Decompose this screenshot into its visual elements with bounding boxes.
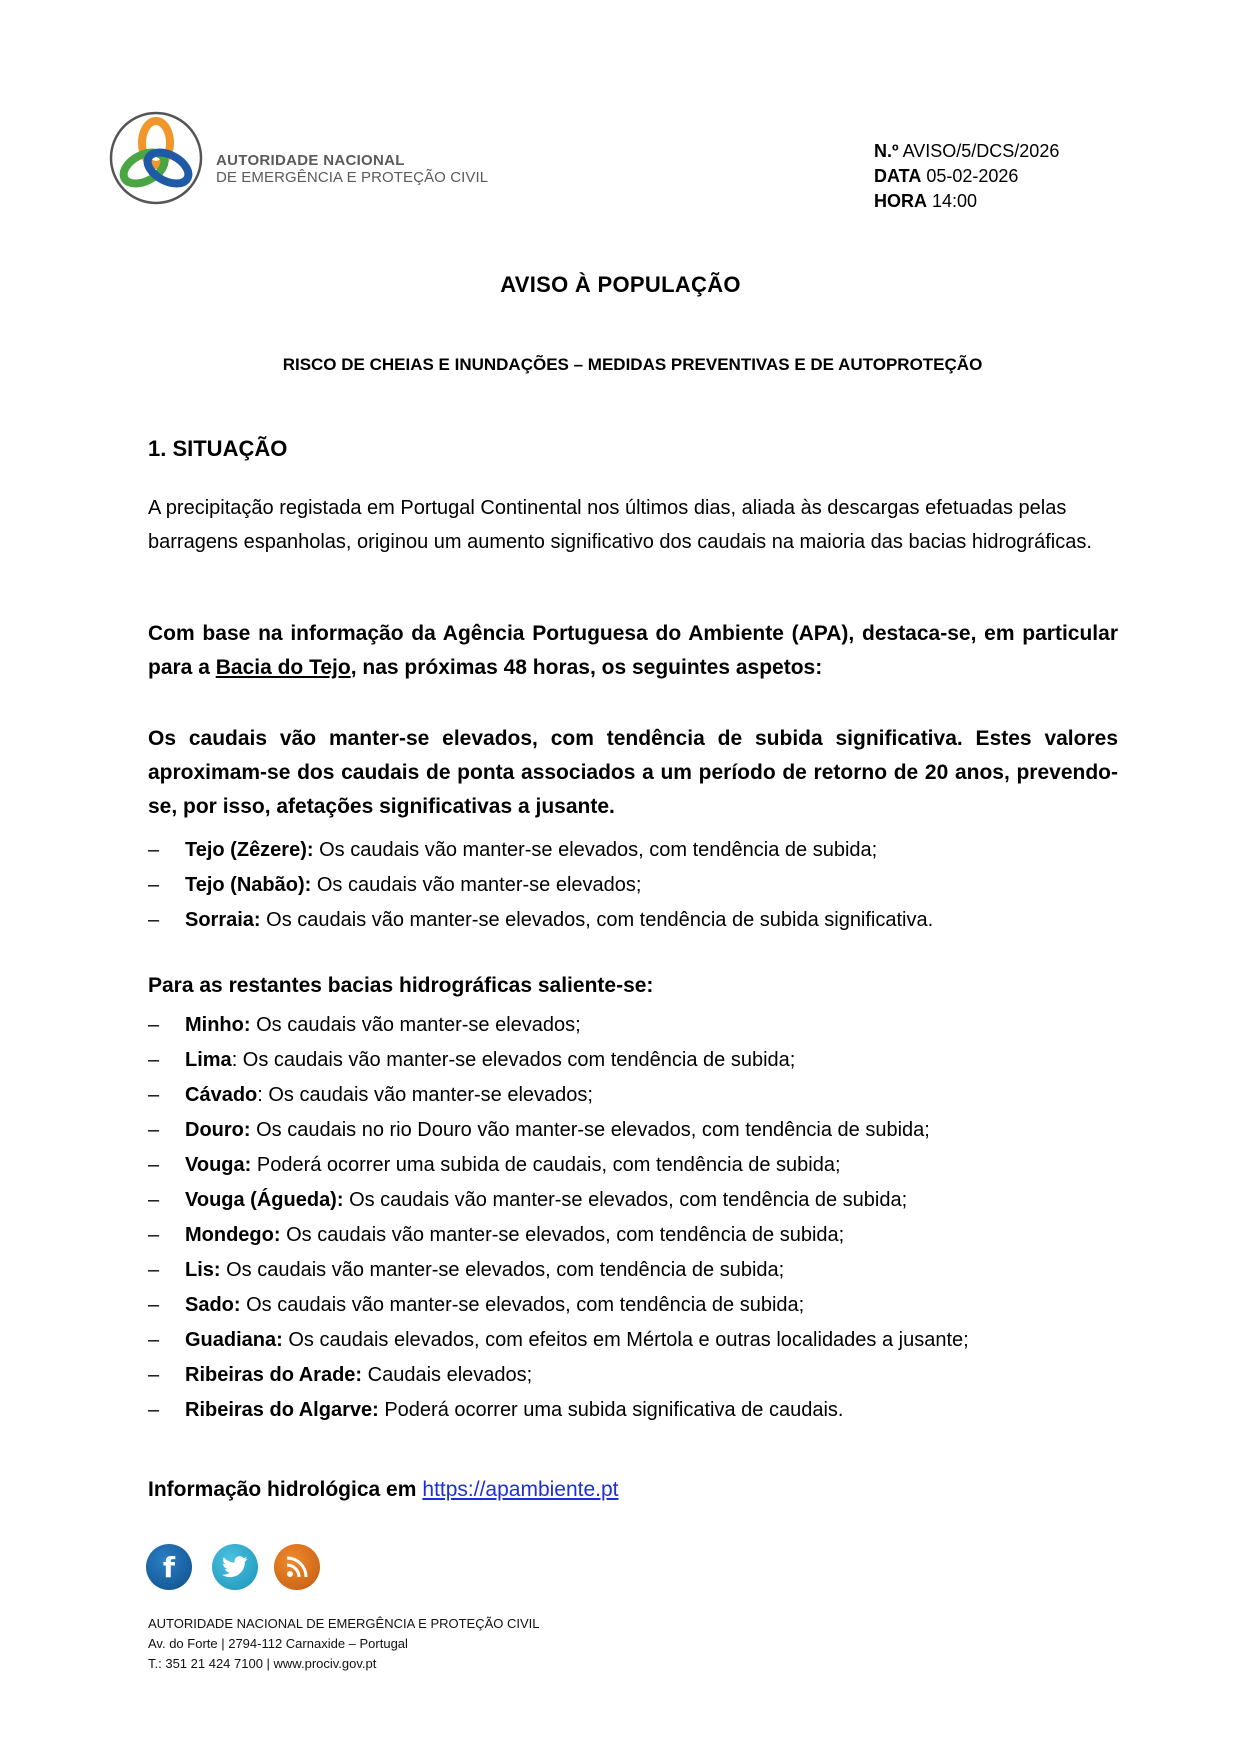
notice-time-label: HORA: [874, 191, 927, 211]
dash-bullet: –: [148, 1294, 160, 1316]
list-item: [148, 1008, 1128, 1043]
dash-bullet: –: [148, 874, 160, 896]
facebook-icon[interactable]: [146, 1544, 192, 1590]
org-name: [216, 152, 488, 186]
dash-bullet: –: [148, 1049, 160, 1071]
list-item: [148, 1113, 1128, 1148]
notice-number: [874, 139, 1059, 164]
basin-status: Os caudais vão manter-se elevados, com tendência de subida;: [280, 1224, 845, 1246]
dash-bullet: –: [148, 1119, 160, 1141]
dash-bullet: –: [148, 1084, 160, 1106]
basin-name: Douro:: [185, 1119, 251, 1141]
notice-meta: [874, 139, 1059, 214]
list-item: [148, 1078, 1128, 1113]
bacia-do-tejo-underlined: Bacia do Tejo: [215, 656, 351, 679]
list-item: [148, 1393, 1128, 1428]
notice-date-label: DATA: [874, 166, 922, 186]
basin-status: Os caudais vão manter-se elevados;: [250, 1014, 581, 1036]
basin-status: Os caudais elevados, com efeitos em Mértola e outras localidades a jusante;: [282, 1329, 969, 1351]
basin-name: Mondego:: [185, 1224, 281, 1246]
dash-bullet: –: [148, 1154, 160, 1176]
tejo-summary-paragraph: Os caudais vão manter-se elevados, com tendência de subida significativa. Estes valores aproximam-se dos caudais de ponta associados a um período de retorno de 20 anos, prevendo-se, por isso, afetações significativas a jusante.: [148, 727, 1118, 818]
tejo-basin-list: [148, 833, 1128, 938]
twitter-bird-icon: [222, 1556, 248, 1578]
list-item: [148, 1288, 1128, 1323]
basin-name: Ribeiras do Arade:: [185, 1364, 363, 1386]
basin-name: Sorraia:: [185, 909, 261, 931]
org-name-line2: DE EMERGÊNCIA E PROTEÇÃO CIVIL: [216, 169, 489, 186]
notice-number-label: N.º: [874, 141, 899, 161]
basin-status: Os caudais vão manter-se elevados, com tendência de subida;: [343, 1189, 908, 1211]
rss-feed-icon: [286, 1556, 308, 1578]
dash-bullet: –: [148, 839, 160, 861]
page-subtitle-text: RISCO DE CHEIAS E INUNDAÇÕES – MEDIDAS PREVENTIVAS E DE AUTOPROTEÇÃO: [282, 355, 983, 374]
list-item: [148, 1218, 1128, 1253]
list-item: [148, 1323, 1128, 1358]
list-item: [148, 1183, 1128, 1218]
apa-paragraph: [148, 617, 1118, 685]
footer-address: Av. do Forte | 2794-112 Carnaxide – Portugal: [148, 1636, 408, 1651]
hydrological-info-label: Informação hidrológica em: [148, 1478, 417, 1501]
list-item: [148, 833, 1128, 868]
rss-icon[interactable]: [274, 1544, 320, 1590]
basin-name: Lima: [185, 1049, 232, 1071]
org-name-line1: AUTORIDADE NACIONAL: [216, 152, 405, 169]
footer-contact: T.: 351 21 424 7100 | www.prociv.gov.pt: [148, 1656, 377, 1671]
dash-bullet: –: [148, 1189, 160, 1211]
notice-date-value: 05-02-2026: [926, 166, 1019, 186]
basin-name: Vouga:: [185, 1154, 252, 1176]
notice-number-value: AVISO/5/DCS/2026: [902, 141, 1060, 161]
basin-name: Minho:: [185, 1014, 251, 1036]
basin-status: Poderá ocorrer uma subida de caudais, com tendência de subida;: [251, 1154, 841, 1176]
basin-status: Os caudais vão manter-se elevados, com tendência de subida;: [220, 1259, 785, 1281]
dash-bullet: –: [148, 1329, 160, 1351]
apambiente-link[interactable]: https://apambiente.pt: [422, 1478, 619, 1501]
basin-name: Lis:: [185, 1259, 221, 1281]
notice-time: [874, 189, 1059, 214]
dash-bullet: –: [148, 1259, 160, 1281]
other-basins-heading: Para as restantes bacias hidrográficas saliente-se:: [148, 974, 654, 997]
basin-name: Tejo (Nabão):: [185, 874, 312, 896]
apa-text-1: Com base na informação da Agência Portuguesa do Ambiente (APA), destaca-se, em particular para a: [148, 622, 1118, 679]
list-item: [148, 1043, 1128, 1078]
anepc-logo: [108, 110, 204, 206]
list-item: [148, 1253, 1128, 1288]
logo-knot-icon: [108, 110, 204, 206]
twitter-icon[interactable]: [212, 1544, 258, 1590]
apa-text-2: , nas próximas 48 horas, os seguintes aspetos:: [350, 656, 823, 679]
basin-status: Poderá ocorrer uma subida significativa de caudais.: [378, 1399, 844, 1421]
footer-org: AUTORIDADE NACIONAL DE EMERGÊNCIA E PROTEÇÃO CIVIL: [148, 1616, 540, 1631]
other-basins-list: [148, 1008, 1128, 1428]
basin-status: Os caudais vão manter-se elevados, com tendência de subida significativa.: [260, 909, 934, 931]
hydrological-info: [148, 1478, 619, 1502]
basin-status: : Os caudais vão manter-se elevados;: [257, 1084, 593, 1106]
basin-status: Os caudais vão manter-se elevados, com tendência de subida;: [240, 1294, 805, 1316]
basin-name: Cávado: [185, 1084, 258, 1106]
footer: [148, 1614, 540, 1674]
section-heading-situacao: 1. SITUAÇÃO: [148, 436, 288, 461]
dash-bullet: –: [148, 1399, 160, 1421]
list-item: [148, 868, 1128, 903]
basin-status: Os caudais vão manter-se elevados, com tendência de subida;: [313, 839, 878, 861]
page-subtitle: [0, 355, 1241, 375]
basin-status: : Os caudais vão manter-se elevados com tendência de subida;: [231, 1049, 796, 1071]
intro-paragraph: A precipitação registada em Portugal Continental nos últimos dias, aliada às descargas efetuadas pelas barragens espanholas, originou um aumento significativo dos caudais na maioria das bacias hidrográficas.: [148, 497, 1092, 553]
dash-bullet: –: [148, 909, 160, 931]
basin-status: Os caudais no rio Douro vão manter-se elevados, com tendência de subida;: [250, 1119, 930, 1141]
dash-bullet: –: [148, 1224, 160, 1246]
basin-status: Os caudais vão manter-se elevados;: [311, 874, 642, 896]
facebook-glyph: f: [162, 1550, 176, 1584]
dash-bullet: –: [148, 1364, 160, 1386]
dash-bullet: –: [148, 1014, 160, 1036]
basin-name: Tejo (Zêzere):: [185, 839, 314, 861]
page-title: AVISO À POPULAÇÃO: [500, 272, 741, 297]
list-item: [148, 1358, 1128, 1393]
basin-name: Vouga (Águeda):: [185, 1189, 344, 1211]
basin-status: Caudais elevados;: [362, 1364, 533, 1386]
list-item: [148, 903, 1128, 938]
list-item: [148, 1148, 1128, 1183]
basin-name: Guadiana:: [185, 1329, 283, 1351]
basin-name: Ribeiras do Algarve:: [185, 1399, 379, 1421]
basin-name: Sado:: [185, 1294, 241, 1316]
notice-date: [874, 164, 1059, 189]
notice-time-value: 14:00: [932, 191, 978, 211]
